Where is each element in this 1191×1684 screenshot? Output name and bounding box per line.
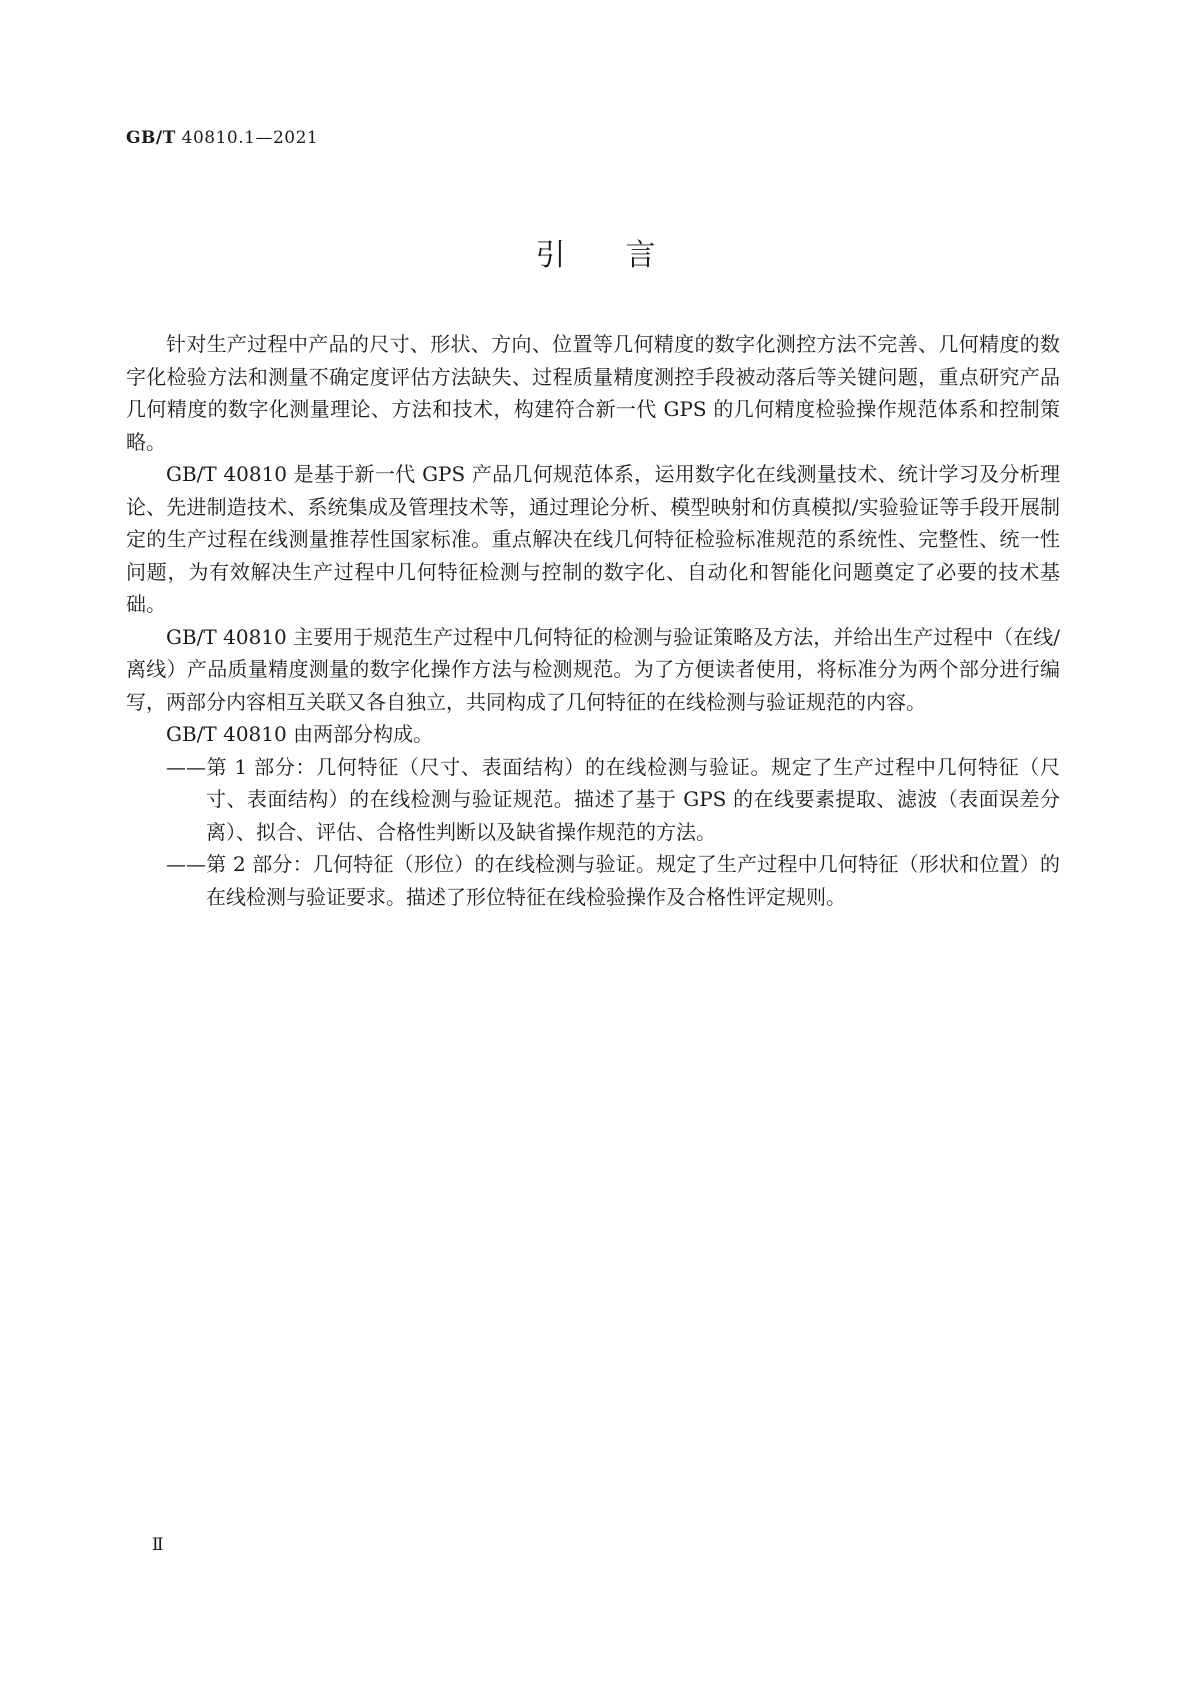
paragraph: 针对生产过程中产品的尺寸、形状、方向、位置等几何精度的数字化测控方法不完善、几何精度的数字化检验方法和测量不确定度评估方法缺失、过程质量精度测控手段被动落后等关键问题，重点研究产品几何精度的数字化测量理论、方法和技术，构建符合新一代 GPS 的几何精度检验操作规范体系和控制策略。	[126, 332, 1060, 454]
paragraph: GB/T 40810 主要用于规范生产过程中几何特征的检测与验证策略及方法，并给出生产过程中（在线/离线）产品质量精度测量的数字化操作方法与检测规范。为了方便读者使用，将标准分为两个部分进行编写，两部分内容相互关联又各自独立，共同构成了几何特征的在线检测与验证规范的内容。	[126, 624, 1060, 714]
standard-code: 40810.1—2021	[181, 128, 319, 148]
introduction-body	[126, 328, 1060, 913]
standard-number	[126, 128, 318, 148]
paragraph: GB/T 40810 由两部分构成。	[166, 722, 434, 746]
paragraph: GB/T 40810 是基于新一代 GPS 产品几何规范体系，运用数字化在线测量技术、统计学习及分析理论、先进制造技术、系统集成及管理技术等，通过理论分析、模型映射和仿真模拟/实验验证等手段开展制定的生产过程在线测量推荐性国家标准。重点解决在线几何特征检验标准规范的系统性、完整性、统一性问题，为有效解决生产过程中几何特征检测与控制的数字化、自动化和智能化问题奠定了必要的技术基础。	[126, 462, 1060, 616]
list-item-part-2: ——第 2 部分：几何特征（形位）的在线检测与验证。规定了生产过程中几何特征（形状和位置）的在线检测与验证要求。描述了形位特征在线检验操作及合格性评定规则。	[166, 852, 1060, 909]
page-number: Ⅱ	[152, 1535, 164, 1555]
standard-prefix: GB/T	[126, 128, 176, 148]
list-item-part-1: ——第 1 部分：几何特征（尺寸、表面结构）的在线检测与验证。规定了生产过程中几何特征（尺寸、表面结构）的在线检测与验证规范。描述了基于 GPS 的在线要素提取、滤波（表面误差分离）、拟合、评估、合格性判断以及缺省操作规范的方法。	[166, 754, 1060, 844]
page-title: 引言	[535, 238, 716, 273]
